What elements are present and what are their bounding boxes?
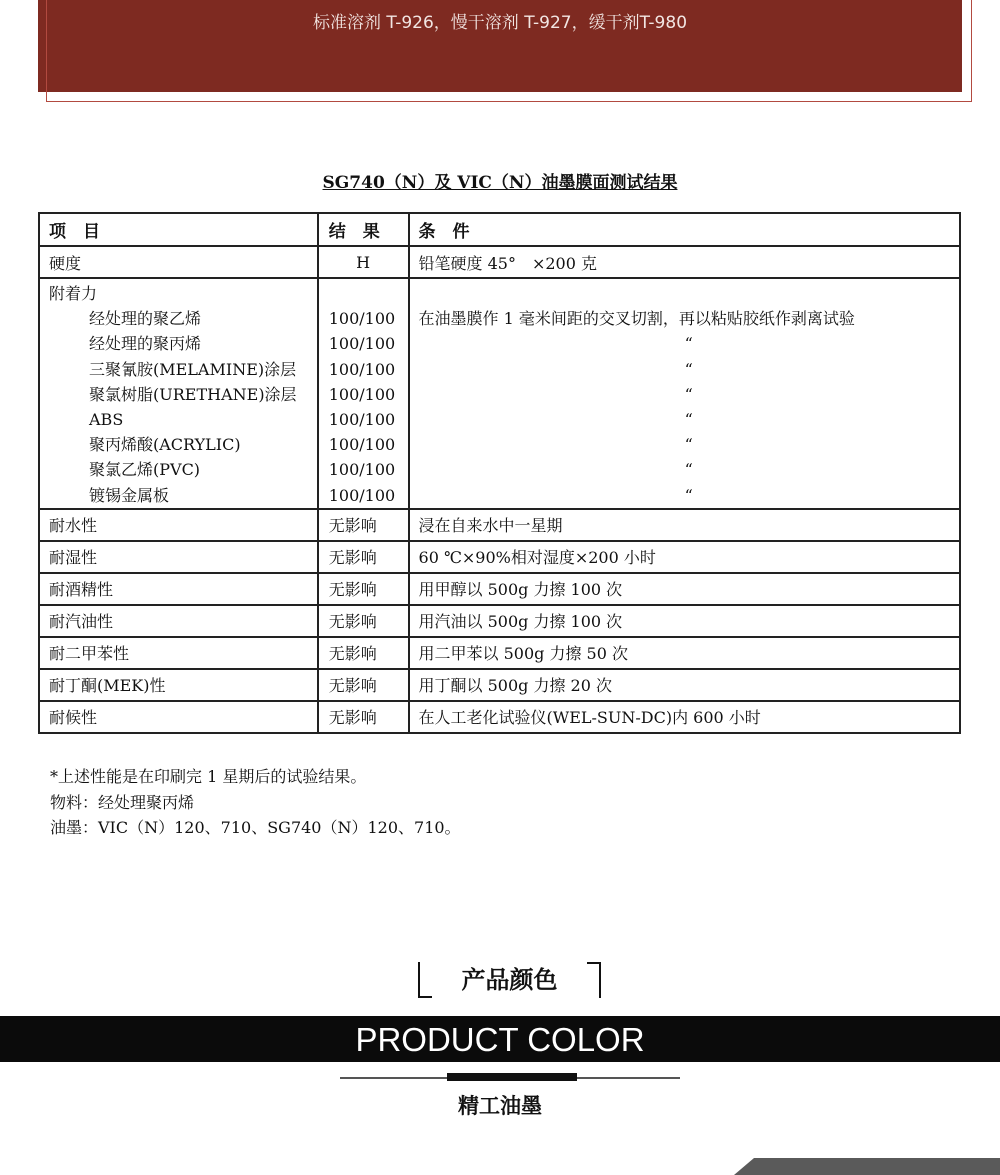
table-header-row (39, 213, 960, 246)
adhesion-conditions (409, 278, 960, 509)
row-result: H (318, 246, 409, 278)
row-condition: 浸在自来水中一星期 (409, 509, 960, 541)
adhesion-result: 100/100 (328, 435, 396, 455)
row-condition: 用汽油以 500g 力擦 100 次 (409, 605, 960, 637)
adhesion-items (39, 278, 318, 509)
header-item: 项 目 (39, 213, 318, 246)
divider-accent (447, 1073, 577, 1081)
row-result: 无影响 (318, 509, 409, 541)
row-condition: 60 ℃×90%相对湿度×200 小时 (409, 541, 960, 573)
adhesion-material: 经处理的聚丙烯 (89, 334, 202, 354)
table-row (39, 541, 960, 573)
ditto-mark: “ (684, 460, 693, 480)
note-line: 物料：经处理聚丙烯 (50, 792, 195, 812)
product-color-cn-title: 产品颜色 (461, 966, 558, 994)
table-row (39, 246, 960, 278)
row-item: 耐湿性 (39, 541, 318, 573)
table-title (0, 168, 1000, 193)
adhesion-result: 100/100 (328, 309, 396, 329)
adhesion-result: 100/100 (328, 485, 396, 505)
header-result: 结 果 (318, 213, 409, 246)
product-color-heading (418, 962, 601, 998)
adhesion-condition: 在油墨膜作 1 毫米间距的交叉切割，再以粘贴胶纸作剥离试验 (418, 309, 855, 329)
adhesion-result: 100/100 (328, 359, 396, 379)
row-item: 耐酒精性 (39, 573, 318, 605)
note-line: *上述性能是在印刷完 1 星期后的试验结果。 (50, 767, 367, 786)
row-item: 硬度 (39, 246, 318, 278)
row-result: 无影响 (318, 669, 409, 701)
test-results-table (38, 212, 961, 734)
row-result: 无影响 (318, 605, 409, 637)
adhesion-result: 100/100 (328, 409, 396, 429)
row-result: 无影响 (318, 573, 409, 605)
adhesion-material: 聚丙烯酸(ACRYLIC) (89, 435, 241, 455)
row-item: 耐候性 (39, 701, 318, 733)
product-color-en-title: PRODUCT COLOR (355, 1021, 645, 1058)
row-result: 无影响 (318, 637, 409, 669)
adhesion-material: 镀锡金属板 (89, 485, 170, 505)
adhesion-material: 经处理的聚乙烯 (89, 309, 202, 329)
row-item: 耐丁酮(MEK)性 (39, 669, 318, 701)
table-row (39, 509, 960, 541)
adhesion-result: 100/100 (328, 334, 396, 354)
adhesion-material: 聚氯树脂(URETHANE)涂层 (89, 384, 297, 404)
table-row (39, 669, 960, 701)
banner-frame (46, 0, 972, 102)
row-item: 耐水性 (39, 509, 318, 541)
row-condition: 在人工老化试验仪(WEL-SUN-DC)内 600 小时 (409, 701, 960, 733)
corner-decoration (734, 1158, 1000, 1175)
ditto-mark: “ (684, 485, 693, 505)
table-row (39, 701, 960, 733)
row-item: 耐汽油性 (39, 605, 318, 637)
adhesion-results (318, 278, 409, 509)
adhesion-result: 100/100 (328, 460, 396, 480)
table-row (39, 637, 960, 669)
row-item: 耐二甲苯性 (39, 637, 318, 669)
row-condition: 铅笔硬度 45° ×200 克 (409, 246, 960, 278)
bracket-right (587, 962, 601, 998)
table-title-text: SG740（N）及 VIC（N）油墨膜面测试结果 (322, 173, 678, 193)
notes (50, 764, 461, 841)
row-result: 无影响 (318, 541, 409, 573)
row-condition: 用甲醇以 500g 力擦 100 次 (409, 573, 960, 605)
adhesion-row (39, 278, 960, 509)
bracket-left (418, 962, 432, 998)
note-line: 油墨：VIC（N）120、710、SG740（N）120、710。 (50, 818, 461, 837)
row-condition: 用二甲苯以 500g 力擦 50 次 (409, 637, 960, 669)
adhesion-result: 100/100 (328, 384, 396, 404)
adhesion-material: 三聚氰胺(MELAMINE)涂层 (89, 359, 297, 379)
ditto-mark: “ (684, 384, 693, 404)
table-row (39, 605, 960, 637)
ditto-mark: “ (684, 435, 693, 455)
product-color-band (0, 1016, 1000, 1062)
adhesion-material: 聚氯乙烯(PVC) (89, 460, 201, 480)
ditto-mark: “ (684, 409, 693, 429)
product-subtitle: 精工油墨 (458, 1094, 542, 1118)
adhesion-title: 附着力 (49, 284, 98, 303)
header-condition: 条 件 (409, 213, 960, 246)
row-condition: 用丁酮以 500g 力擦 20 次 (409, 669, 960, 701)
ditto-mark: “ (684, 334, 693, 354)
ditto-mark: “ (684, 359, 693, 379)
table-row (39, 573, 960, 605)
adhesion-material: ABS (89, 409, 124, 429)
banner-text: 标准溶剂 T-926，慢干溶剂 T-927，缓干剂T-980 (312, 13, 688, 33)
row-result: 无影响 (318, 701, 409, 733)
